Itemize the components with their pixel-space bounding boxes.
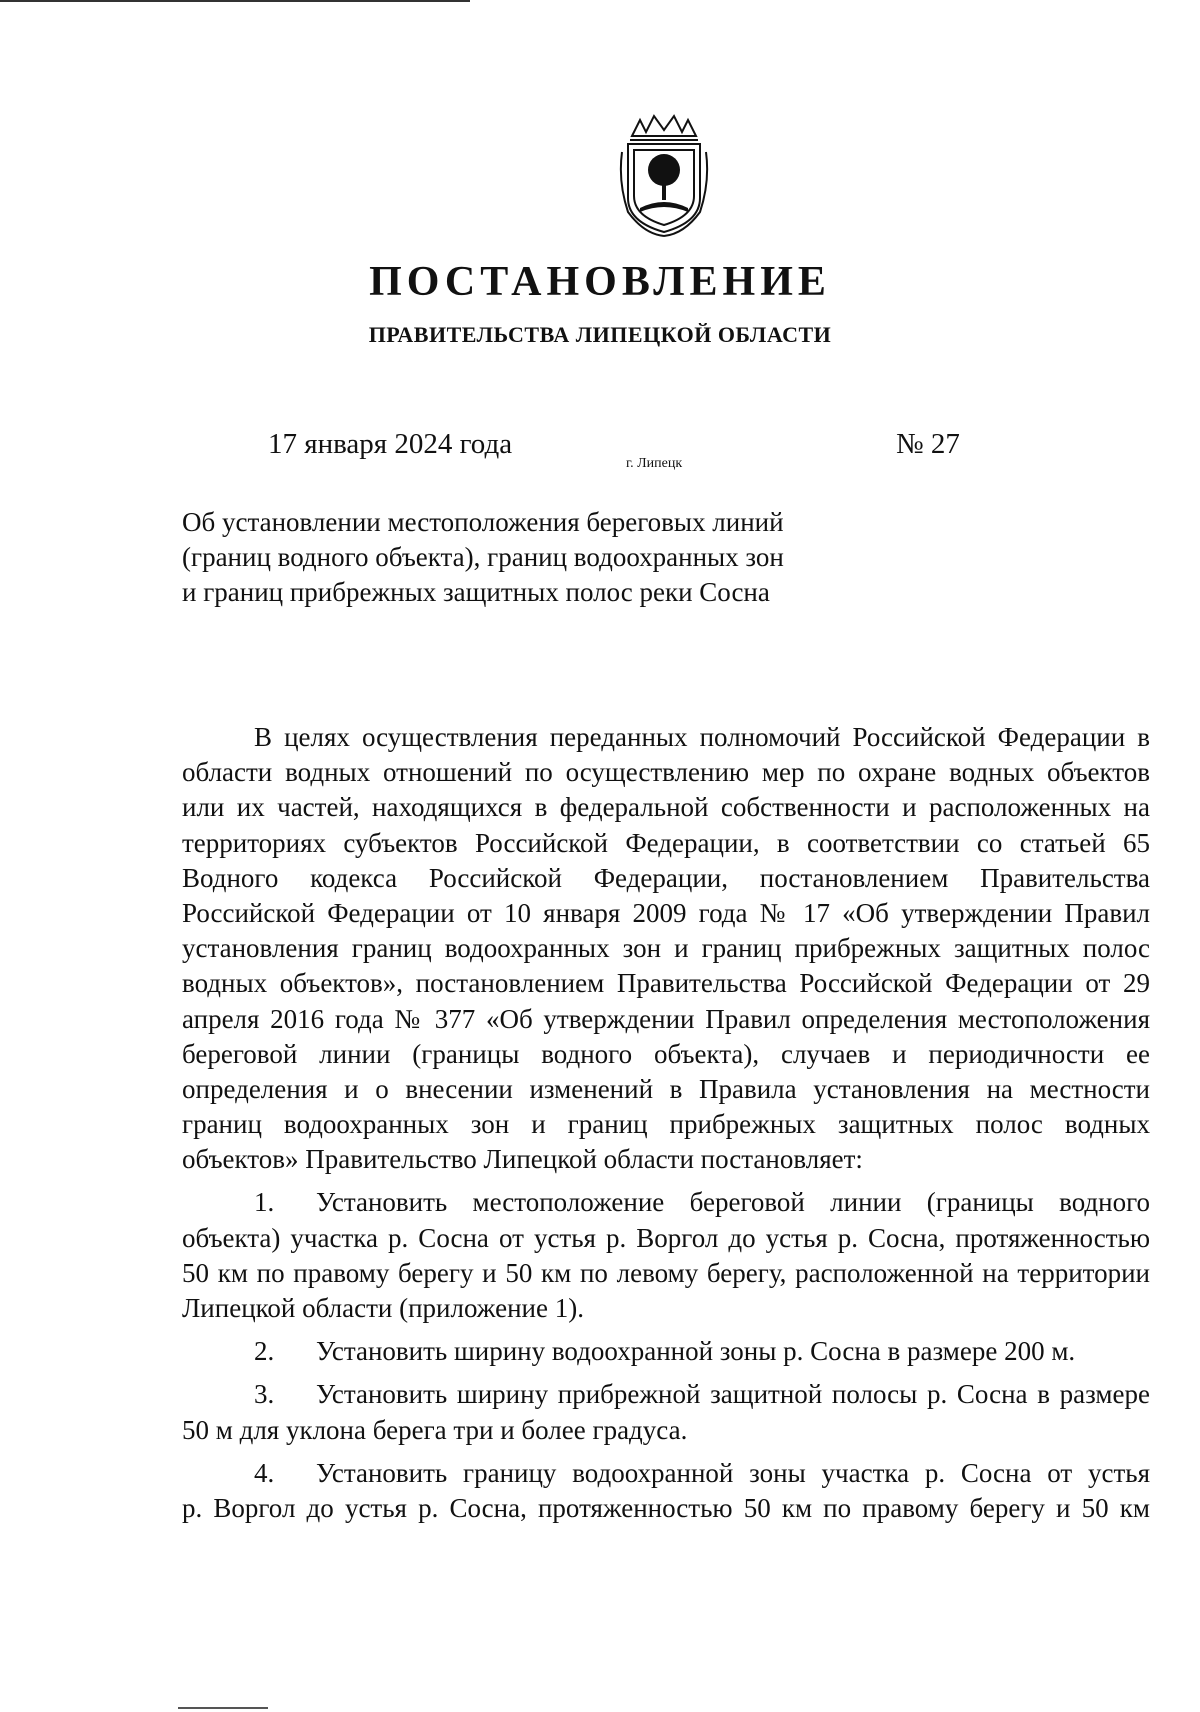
body-line: границ водоохранных зон и границ прибрежных защитных полос водных bbox=[182, 1109, 1150, 1140]
body-line: Липецкой области (приложение 1). bbox=[182, 1293, 584, 1323]
body-line: р. Воргол до устья р. Сосна, протяженностью 50 км по правому берегу и 50 км bbox=[182, 1492, 1150, 1523]
list-item bbox=[182, 1185, 1150, 1326]
list-item bbox=[182, 1377, 1150, 1447]
item-number: 1. bbox=[254, 1187, 275, 1218]
document-city: г. Липецк bbox=[626, 456, 683, 471]
item-text: Установить границу водоохранной зоны участка р. Сосна от устья bbox=[316, 1457, 1150, 1488]
issuing-authority: ПРАВИТЕЛЬСТВА ЛИПЕЦКОЙ ОБЛАСТИ bbox=[368, 322, 832, 347]
body-line bbox=[182, 1334, 1150, 1369]
body-line: области водных отношений по осуществлению мер по охране водных объектов bbox=[182, 757, 1150, 788]
body-line: водных объектов», постановлением Правительства Российской Федерации от 29 bbox=[182, 968, 1150, 999]
body-line bbox=[182, 1456, 1150, 1491]
document-date: 17 января 2024 года bbox=[268, 428, 513, 460]
document-body bbox=[182, 720, 1150, 1526]
document-number: № 27 bbox=[896, 428, 960, 460]
body-line: апреля 2016 года № 377 «Об утверждении Правил определения местоположения bbox=[182, 1003, 1150, 1034]
item-text: Установить местоположение береговой линии (границы водного bbox=[316, 1187, 1150, 1218]
body-line: определения и о внесении изменений в Правила установления на местности bbox=[182, 1073, 1150, 1104]
body-line: или их частей, находящихся в федеральной собственности и расположенных на bbox=[182, 792, 1150, 823]
scan-edge-line bbox=[0, 0, 470, 2]
item-number: 4. bbox=[254, 1457, 275, 1488]
document-subject bbox=[182, 505, 902, 610]
body-line: береговой линии (границы водного объекта), случаев и периодичности ее bbox=[182, 1038, 1150, 1069]
item-text: Установить ширину прибрежной защитной полосы р. Сосна в размере bbox=[316, 1379, 1150, 1410]
list-item bbox=[182, 1334, 1150, 1369]
body-line: 50 км по правому берегу и 50 км по левому берегу, расположенной на территории bbox=[182, 1257, 1150, 1288]
preamble-paragraph bbox=[182, 720, 1150, 1177]
body-line: территориях субъектов Российской Федерации, в соответствии со статьей 65 bbox=[182, 827, 1150, 858]
item-number: 3. bbox=[254, 1379, 275, 1410]
item-number: 2. bbox=[254, 1336, 275, 1367]
document-title: ПОСТАНОВЛЕНИЕ bbox=[369, 259, 831, 305]
body-line: Водного кодекса Российской Федерации, постановлением Правительства bbox=[182, 862, 1150, 893]
body-line: объектов» Правительство Липецкой области постановляет: bbox=[182, 1144, 863, 1175]
body-line: объекта) участка р. Сосна от устья р. Воргол до устья р. Сосна, протяженностью bbox=[182, 1222, 1150, 1253]
body-line: В целях осуществления переданных полномочий Российской Федерации в bbox=[254, 722, 1150, 752]
scan-edge-line bbox=[178, 1707, 268, 1709]
body-line bbox=[182, 1377, 1150, 1412]
body-line: 50 м для уклона берега три и более градуса. bbox=[182, 1414, 688, 1445]
body-line bbox=[182, 1185, 1150, 1220]
body-line: установления границ водоохранных зон и границ прибрежных защитных полос bbox=[182, 933, 1150, 964]
subject-line: и границ прибрежных защитных полос реки Сосна bbox=[182, 577, 770, 607]
coat-of-arms-icon bbox=[618, 112, 710, 238]
list-item bbox=[182, 1456, 1150, 1526]
item-text: Установить ширину водоохранной зоны р. Сосна в размере 200 м. bbox=[316, 1336, 1076, 1367]
subject-line: (границ водного объекта), границ водоохранных зон bbox=[182, 542, 784, 572]
subject-line: Об установлении местоположения береговых линий bbox=[182, 507, 784, 537]
body-line: Российской Федерации от 10 января 2009 года № 17 «Об утверждении Правил bbox=[182, 897, 1150, 928]
